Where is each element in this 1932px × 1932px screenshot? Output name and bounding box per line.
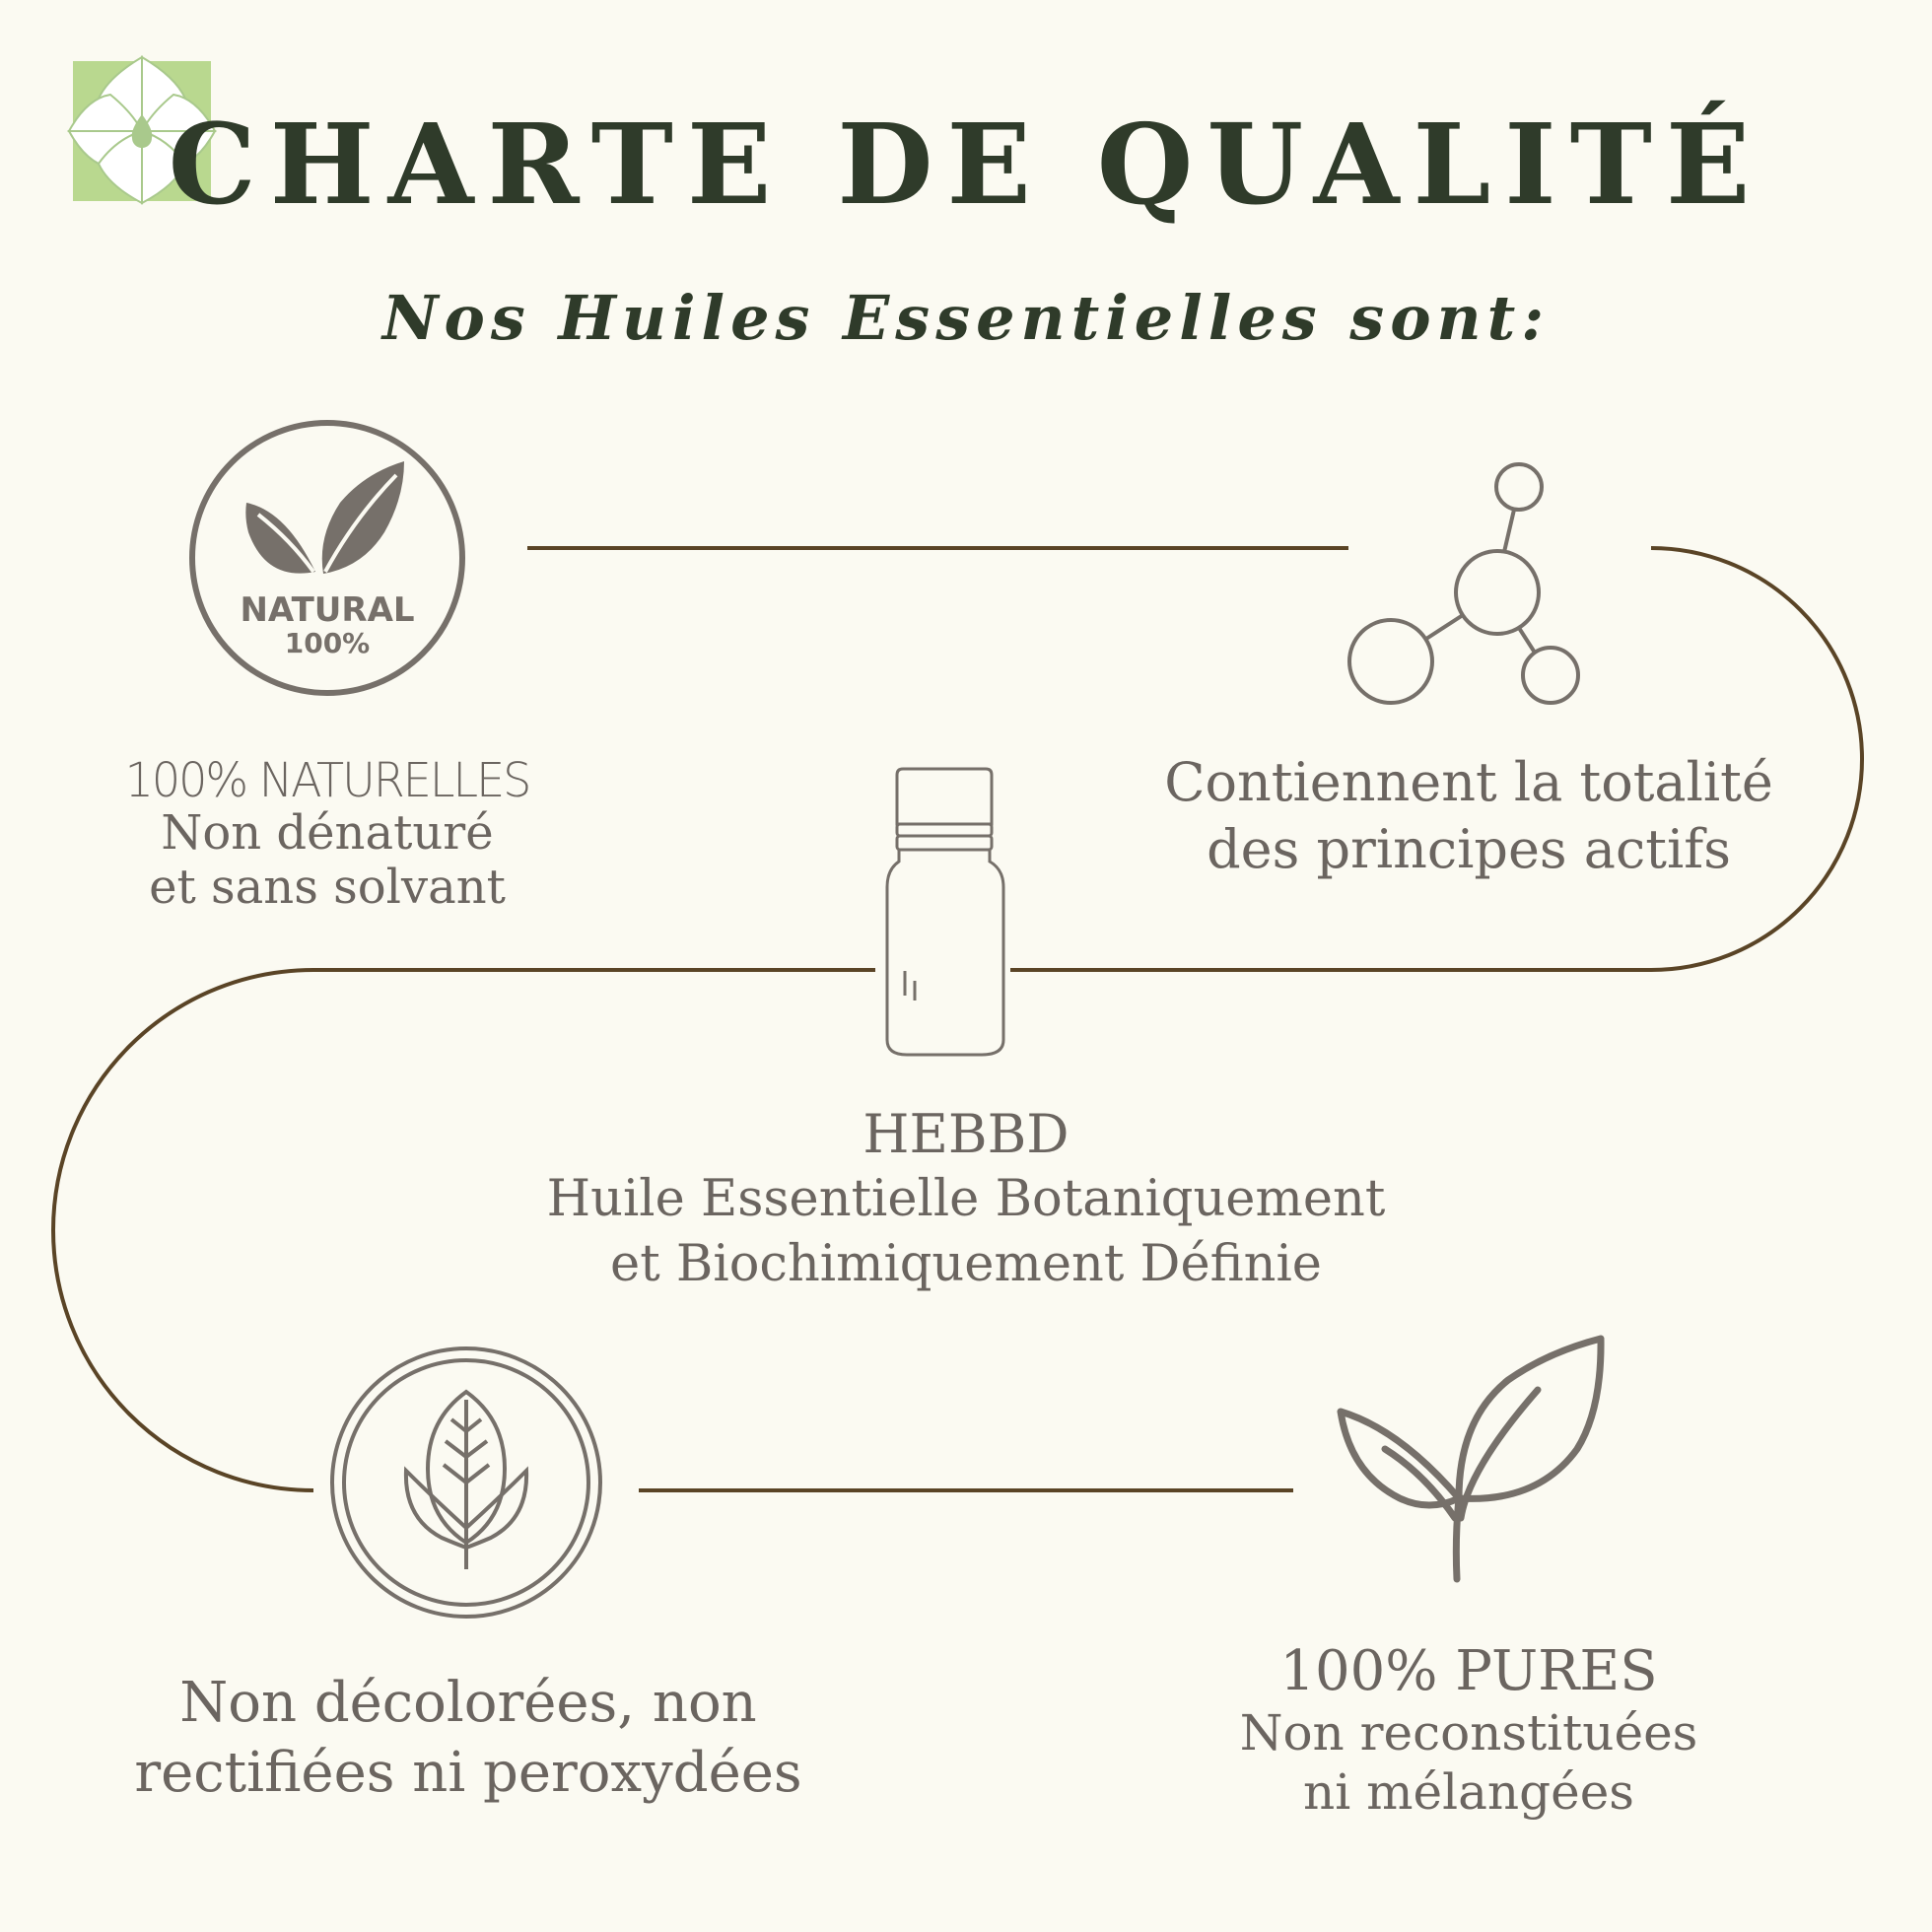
feature-hebbd-line1: Huile Essentielle Botaniquement xyxy=(546,1169,1386,1228)
feature-actives xyxy=(1163,749,1774,882)
feature-hebbd-line2: et Biochimiquement Définie xyxy=(610,1235,1322,1294)
feature-pure xyxy=(1193,1640,1745,1822)
feature-actives-line2: des principes actifs xyxy=(1207,817,1731,880)
feature-pure-line1: Non reconstituées xyxy=(1239,1704,1698,1762)
feature-natural-line2: et sans solvant xyxy=(149,860,506,916)
feature-natural-line1: Non dénaturé xyxy=(161,804,494,861)
feature-hebbd xyxy=(473,1102,1459,1297)
sprout-icon xyxy=(1341,1339,1601,1579)
feature-natural xyxy=(81,751,574,916)
badge-line1: NATURAL xyxy=(240,590,415,630)
page-subtitle: Nos Huiles Essentielles sont: xyxy=(381,282,1551,354)
feature-untreated-line1: Non décolorées, non xyxy=(179,1671,757,1735)
feature-untreated xyxy=(108,1668,828,1808)
connecting-path xyxy=(53,548,1862,1490)
feature-pure-heading: 100% PURES xyxy=(1279,1639,1658,1703)
feature-hebbd-heading: HEBBD xyxy=(862,1103,1070,1165)
feature-pure-line2: ni mélangées xyxy=(1303,1763,1634,1822)
feature-natural-heading: 100% NATURELLES xyxy=(124,751,530,808)
bottle-icon xyxy=(887,769,1003,1055)
molecule-icon xyxy=(1349,464,1578,703)
feature-untreated-line2: rectifiées ni peroxydées xyxy=(134,1741,802,1806)
circle-leaf-icon xyxy=(332,1348,600,1617)
badge-label xyxy=(229,590,426,660)
feature-actives-line1: Contiennent la totalité xyxy=(1164,751,1773,813)
page-title: CHARTE DE QUALITÉ xyxy=(168,101,1764,230)
badge-line2: 100% xyxy=(284,627,371,659)
